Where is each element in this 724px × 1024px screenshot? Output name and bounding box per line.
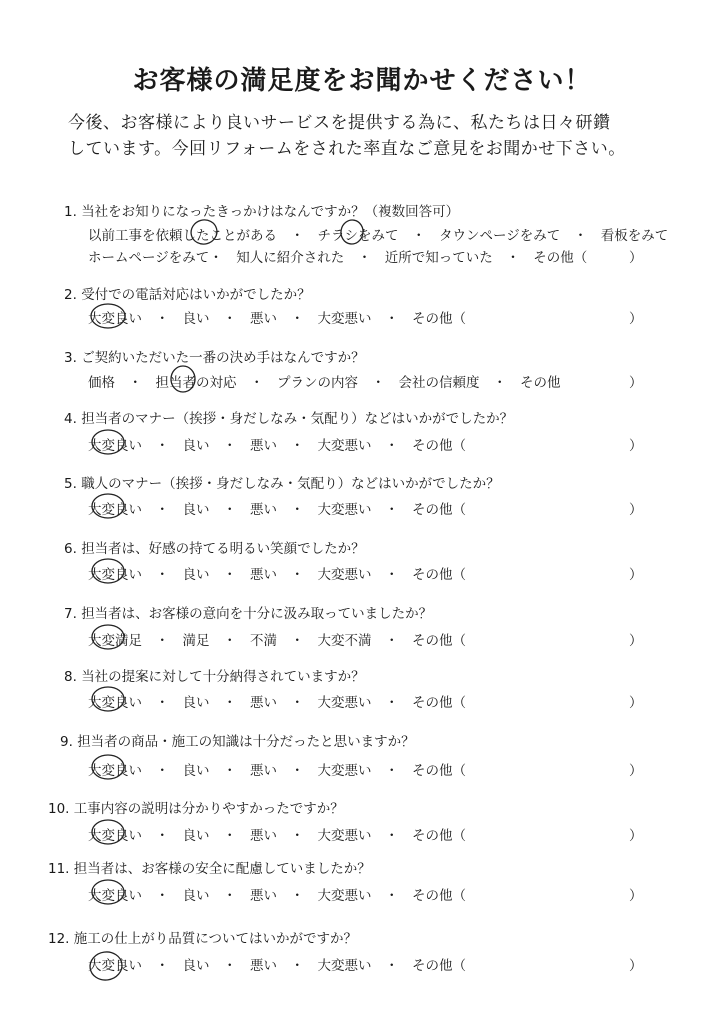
other-close-paren: ） xyxy=(629,567,643,583)
question-7 xyxy=(64,602,432,622)
question-text: 担当者の商品・施工の知識は十分だったと思いますか？ xyxy=(77,734,415,750)
answer-options-11: 大変良い ・ 良い ・ 悪い ・ 大変悪い ・ その他（ xyxy=(88,888,466,904)
question-number: 10. xyxy=(48,801,70,817)
question-3 xyxy=(64,346,365,366)
question-10 xyxy=(48,797,344,817)
question-text: 担当者は、好感の持てる明るい笑顔でしたか？ xyxy=(81,541,365,557)
answer-options-3: 価格 ・ 担当者の対応 ・ プランの内容 ・ 会社の信頼度 ・ その他 xyxy=(88,375,561,391)
question-2 xyxy=(64,283,311,303)
survey-title: お客様の満足度をお聞かせください！ xyxy=(132,66,592,96)
question-8 xyxy=(64,665,365,685)
answer-options-1a: 以前工事を依頼したことがある ・ チラシをみて ・ タウンページをみて ・ 看板をみて xyxy=(88,228,669,244)
answer-options-4: 大変良い ・ 良い ・ 悪い ・ 大変悪い ・ その他（ xyxy=(88,438,466,454)
intro-line-2: しています。今回リフォームをされた率直なご意見をお聞かせ下さい。 xyxy=(68,139,626,159)
other-close-paren: ） xyxy=(629,375,643,391)
other-close-paren: ） xyxy=(629,695,643,711)
answer-options-2: 大変良い ・ 良い ・ 悪い ・ 大変悪い ・ その他（ xyxy=(88,311,466,327)
answer-options-8: 大変良い ・ 良い ・ 悪い ・ 大変悪い ・ その他（ xyxy=(88,695,466,711)
question-text: 担当者のマナー（挨拶・身だしなみ・気配り）などはいかがでしたか？ xyxy=(81,411,514,427)
question-text: 施工の仕上がり品質についてはいかがですか？ xyxy=(73,931,358,947)
other-close-paren: ） xyxy=(629,438,643,454)
answer-options-1b: ホームページをみて・ 知人に紹介された ・ 近所で知っていた ・ その他（ xyxy=(88,250,588,266)
question-9 xyxy=(60,730,415,750)
question-4 xyxy=(64,407,513,427)
answer-options-5: 大変良い ・ 良い ・ 悪い ・ 大変悪い ・ その他（ xyxy=(88,502,466,518)
answer-options-12: 大変良い ・ 良い ・ 悪い ・ 大変悪い ・ その他（ xyxy=(88,958,466,974)
other-close-paren: ） xyxy=(629,958,643,974)
answer-options-9: 大変良い ・ 良い ・ 悪い ・ 大変悪い ・ その他（ xyxy=(88,763,466,779)
question-number: 12. xyxy=(48,931,70,947)
question-number: 3. xyxy=(64,350,77,366)
question-1 xyxy=(64,200,459,220)
question-number: 9. xyxy=(60,734,73,750)
intro-line-1: 今後、お客様により良いサービスを提供する為に、私たちは日々研鑽 xyxy=(68,113,611,133)
answer-options-6: 大変良い ・ 良い ・ 悪い ・ 大変悪い ・ その他（ xyxy=(88,567,466,583)
question-number: 7. xyxy=(64,606,77,622)
other-close-paren: ） xyxy=(629,311,643,327)
answer-options-10: 大変良い ・ 良い ・ 悪い ・ 大変悪い ・ その他（ xyxy=(88,828,466,844)
answer-options-7: 大変満足 ・ 満足 ・ 不満 ・ 大変不満 ・ その他（ xyxy=(88,633,466,649)
question-text: 担当者は、お客様の安全に配慮していましたか？ xyxy=(73,861,371,877)
question-text: 職人のマナー（挨拶・身だしなみ・気配り）などはいかがでしたか？ xyxy=(81,476,500,492)
other-close-paren: ） xyxy=(629,502,643,518)
question-text: ご契約いただいた一番の決め手はなんですか？ xyxy=(81,350,365,366)
question-text: 当社の提案に対して十分納得されていますか？ xyxy=(81,669,365,685)
question-text: 工事内容の説明は分かりやすかったですか？ xyxy=(73,801,344,817)
other-close-paren: ） xyxy=(629,888,643,904)
question-6 xyxy=(64,537,365,557)
question-number: 6. xyxy=(64,541,77,557)
other-close-paren: ） xyxy=(629,633,643,649)
question-text: 当社をお知りになったきっかけはなんですか？（複数回答可） xyxy=(81,204,460,220)
question-text: 受付での電話対応はいかがでしたか？ xyxy=(81,287,311,303)
other-close-paren: ） xyxy=(629,763,643,779)
question-number: 11. xyxy=(48,861,70,877)
question-number: 8. xyxy=(64,669,77,685)
question-number: 1. xyxy=(64,204,77,220)
question-number: 4. xyxy=(64,411,77,427)
question-number: 2. xyxy=(64,287,77,303)
other-close-paren: ） xyxy=(629,250,643,266)
survey-intro xyxy=(68,110,688,162)
question-11 xyxy=(48,857,371,877)
other-close-paren: ） xyxy=(629,828,643,844)
question-text: 担当者は、お客様の意向を十分に汲み取っていましたか？ xyxy=(81,606,433,622)
question-number: 5. xyxy=(64,476,77,492)
question-12 xyxy=(48,927,357,947)
question-5 xyxy=(64,472,500,492)
